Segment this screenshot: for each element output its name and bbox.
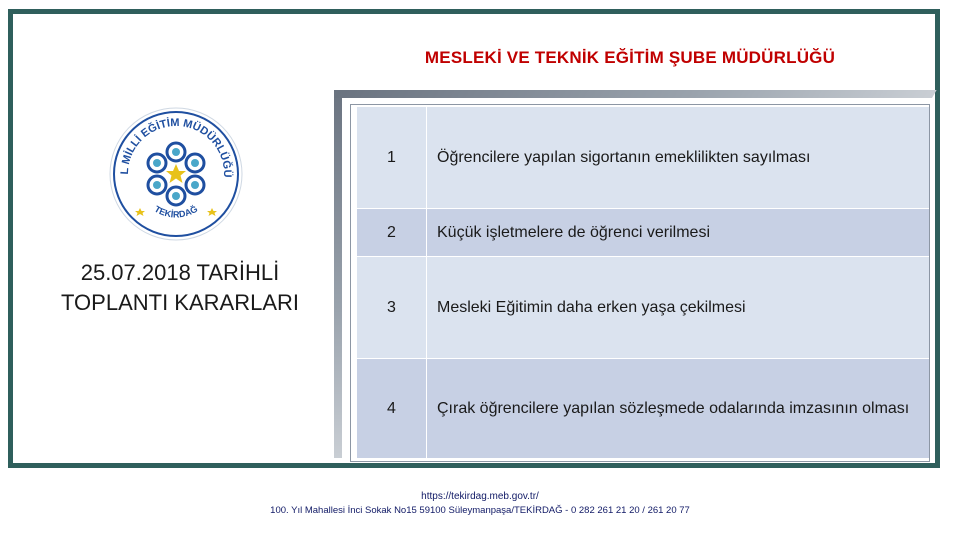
row-number: 1 (357, 107, 427, 208)
footer-address: 100. Yıl Mahallesi İnci Sokak No15 59100 Süleymanpaşa/TEKİRDAĞ - 0 282 261 21 20 / 261 20 77 (270, 505, 690, 516)
decisions-table (350, 104, 930, 462)
meeting-subject-line: TOPLANTI KARARLARI (61, 290, 299, 315)
table-row (357, 359, 929, 459)
page-title: MESLEKİ VE TEKNİK EĞİTİM ŞUBE MÜDÜRLÜĞÜ (424, 48, 836, 67)
table-shadow-top (334, 90, 937, 98)
table-row (357, 107, 929, 209)
row-number: 4 (357, 359, 427, 458)
row-number: 2 (357, 209, 427, 256)
row-text: Çırak öğrencilere yapılan sözleşmede odalarında imzasının olması (437, 400, 910, 417)
table-row (357, 209, 929, 257)
row-number: 3 (357, 257, 427, 358)
row-text: Öğrencilere yapılan sigortanın emeklilikten sayılması (437, 149, 811, 166)
footer (0, 490, 960, 518)
seal-city-text: TEKİRDAĞ (152, 203, 200, 220)
meeting-title (40, 258, 320, 318)
table-row (357, 257, 929, 359)
ministry-seal-icon (108, 106, 244, 242)
footer-url-link[interactable]: https://tekirdag.meb.gov.tr/ (421, 491, 539, 502)
meeting-date-line: 25.07.2018 TARİHLİ (80, 260, 280, 285)
table-shadow-left (334, 90, 342, 458)
row-text: Mesleki Eğitimin daha erken yaşa çekilmesi (437, 299, 746, 316)
seal-arc-text: L MİLLİ EĞİTİM MÜDÜRLÜĞÜ (118, 116, 234, 178)
row-text: Küçük işletmelere de öğrenci verilmesi (437, 224, 710, 241)
